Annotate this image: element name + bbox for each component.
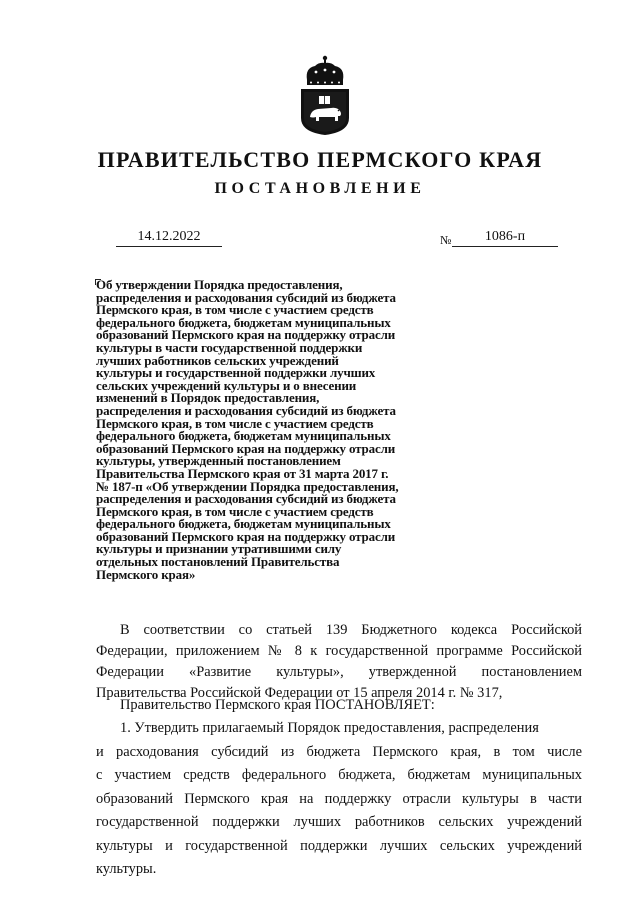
item-1-line: культуры. — [96, 861, 157, 877]
item-1-line: 1. Утвердить прилагаемый Порядок предоставления, распределения — [120, 720, 539, 736]
subject-line: Пермского края, в том числе с участием средств — [96, 302, 374, 318]
government-title: ПРАВИТЕЛЬСТВО ПЕРМСКОГО КРАЯ — [97, 147, 543, 172]
number-sign: № — [440, 233, 452, 247]
decree-number: 1086-п — [452, 228, 558, 247]
item-1-line: государственной поддержки лучших работников сельских учреждений — [96, 814, 582, 830]
preamble-line: Правительства Российской Федерации от 15 апреля 2014 г. № 317, — [96, 685, 503, 701]
subject-line: распределения и расходования субсидий из бюджета — [96, 402, 396, 418]
subject-line: образований Пермского края на поддержку отрасли — [96, 528, 396, 544]
subject-line: распределения и расходования субсидий из бюджета — [96, 289, 396, 305]
preamble-paragraph — [96, 620, 582, 704]
crown-icon — [307, 56, 344, 85]
item-1-line: культуры и государственной поддержки лучших сельских учреждений — [96, 837, 582, 854]
subject-line: образований Пермского края на поддержку отрасли — [96, 440, 396, 456]
subject-line: отдельных постановлений Правительства — [96, 554, 340, 570]
subject-line: Пермского края, в том числе с участием средств — [96, 503, 374, 519]
subject-line: Пермского края» — [96, 566, 196, 582]
document-type: ПОСТАНОВЛЕНИЕ — [214, 180, 426, 197]
item-1-paragraph — [96, 717, 582, 882]
subject-line: культуры и государственной поддержки лучших — [96, 365, 376, 381]
shield-icon — [301, 89, 349, 135]
subject-line: культуры в части государственной поддержки — [96, 339, 363, 355]
subject-line: Правительства Пермского края от 31 марта 2017 г. — [96, 465, 389, 481]
subject-line: культуры и признании утратившими силу — [96, 541, 342, 557]
decree-date: 14.12.2022 — [116, 228, 222, 247]
subject-line: Пермского края, в том числе с участием средств — [96, 415, 374, 431]
subject-line: Об утверждении Порядка предоставления, — [96, 277, 343, 292]
preamble-line: Федерации, приложением № 8 к государственной программе Российской — [96, 643, 582, 659]
subject-line: федерального бюджета, бюджетам муниципальных — [96, 428, 391, 444]
preamble-line: Федерации «Развитие культуры», утвержденной постановлением — [96, 664, 582, 680]
decree-statement: Правительство Пермского края ПОСТАНОВЛЯЕТ: — [120, 697, 435, 713]
subject-line: федерального бюджета, бюджетам муниципальных — [96, 314, 391, 330]
item-1-line: образований Пермского края на поддержку отрасли культуры в части — [96, 790, 582, 807]
coat-of-arms-emblem — [297, 54, 353, 136]
subject-line: федерального бюджета, бюджетам муниципальных — [96, 516, 391, 532]
preamble-line: В соответствии со статьей 139 Бюджетного кодекса Российской — [120, 622, 582, 638]
subject-line: изменений в Порядок предоставления, — [96, 390, 320, 406]
subject-line: № 187-п «Об утверждении Порядка предоставления, — [96, 478, 399, 494]
subject-line: культуры, утвержденный постановлением — [96, 453, 341, 469]
subject-line: лучших работников сельских учреждений — [96, 352, 339, 368]
subject-line: распределения и расходования субсидий из бюджета — [96, 491, 396, 507]
subject-line: сельских учреждений культуры и о внесении — [96, 377, 357, 393]
item-1-line: и расходования субсидий из бюджета Пермского края, в том числе — [96, 743, 582, 760]
item-1-line: с участием средств федерального бюджета, бюджетам муниципальных — [96, 767, 582, 783]
subject-line: образований Пермского края на поддержку отрасли — [96, 327, 396, 343]
decree-subject — [96, 279, 466, 581]
